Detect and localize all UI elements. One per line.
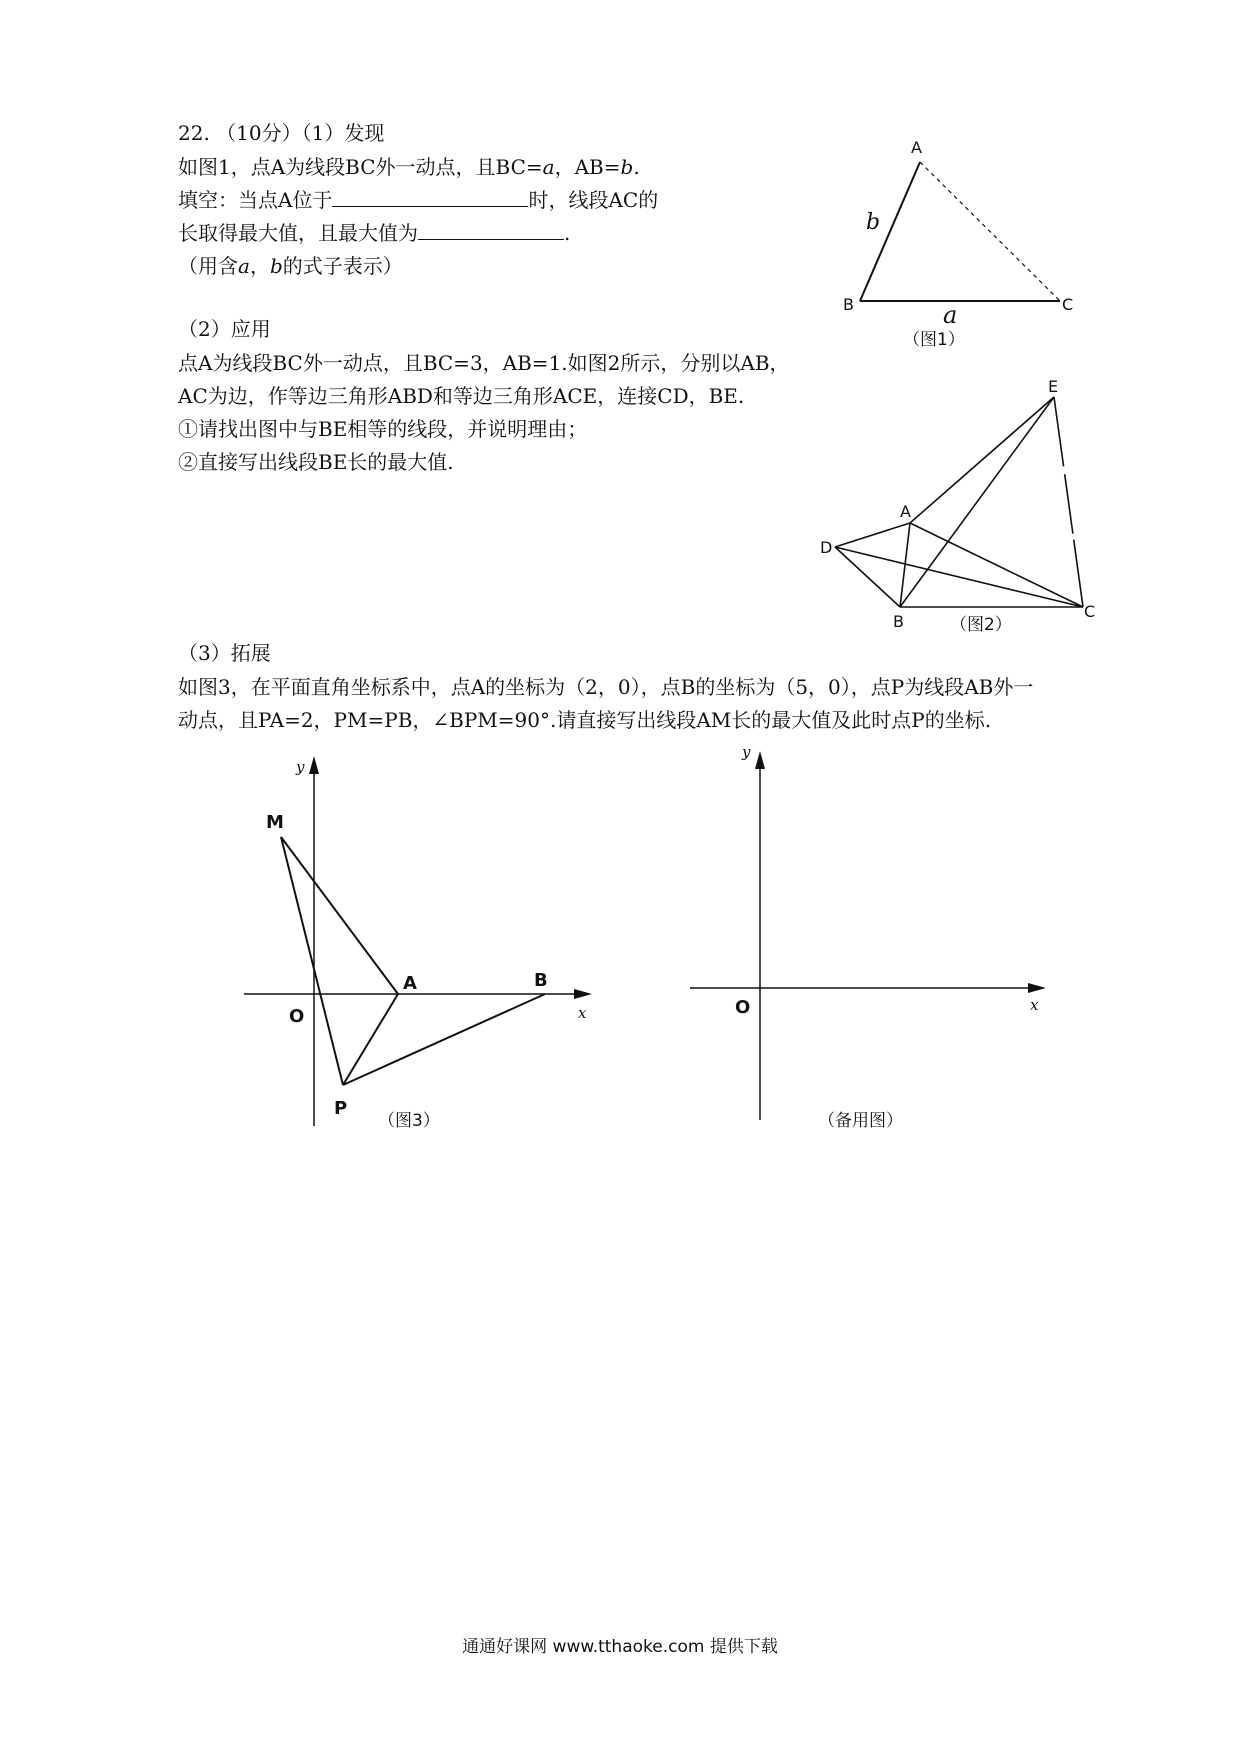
var-a: a (542, 155, 555, 179)
var-b: b (269, 254, 283, 278)
segment-bd (835, 547, 900, 607)
fig3-label-a: A (403, 973, 417, 994)
part1-line1-post: . (633, 155, 640, 179)
fig2-caption: （图2） (950, 615, 1012, 635)
fig3-label-y: y (296, 758, 305, 776)
part2-title: （2）应用 (178, 317, 271, 341)
figure-3 (244, 756, 592, 1126)
part1-line2-pre: 填空：当点A位于 (178, 188, 333, 212)
figure-1 (860, 162, 1060, 301)
x-axis-arrow (574, 989, 592, 999)
page-footer: 通通好课网 www.tthaoke.com 提供下载 (462, 1637, 778, 1657)
figure-spare (690, 751, 1046, 1120)
segment-ma (281, 837, 398, 994)
part2-line2: AC为边，作等边三角形ABD和等边三角形ACE，连接CD，BE. (178, 384, 745, 408)
fig1-label-b-side: b (866, 210, 881, 235)
part3-title: （3）拓展 (178, 641, 271, 665)
part1-line1-pre: 如图1，点A为线段BC外一动点，且BC= (178, 155, 543, 179)
x-axis-arrow (1028, 983, 1046, 993)
fig3-label-p: P (334, 1098, 348, 1119)
fig3-label-b: B (534, 970, 548, 991)
fig4-caption: （备用图） (818, 1111, 903, 1131)
fig2-label-e: E (1048, 377, 1059, 396)
segment-mp (281, 837, 343, 1085)
fig2-label-c: C (1084, 602, 1096, 621)
segment-pa (343, 994, 398, 1085)
fig1-caption: （图1） (903, 330, 965, 350)
segment-ac-dashed (920, 162, 1060, 301)
fig3-label-x: x (578, 1004, 587, 1022)
part3-line1: 如图3，在平面直角坐标系中，点A的坐标为（2，0），点B的坐标为（5，0），点P为线段AB外一 (178, 675, 1034, 699)
part1-line3-post: . (564, 221, 571, 245)
var-a: a (238, 254, 250, 278)
fig2-label-b: B (893, 612, 904, 631)
fig1-label-a: A (911, 138, 922, 157)
fig4-label-x: x (1030, 996, 1039, 1014)
part1-line2-post: 时，线段AC的 (528, 188, 659, 212)
fig2-label-d: D (820, 538, 833, 557)
part1-line4-post: 的式子表示） (282, 254, 403, 278)
segment-ad (835, 523, 910, 547)
part1-line1-mid: ，AB= (554, 155, 621, 179)
fig1-label-b: B (843, 295, 854, 314)
segment-pb (343, 994, 545, 1085)
part1-line4-mid: ， (249, 254, 270, 278)
fig4-label-o: O (735, 997, 751, 1018)
part2-line1: 点A为线段BC外一动点，且BC=3，AB=1.如图2所示，分别以AB， (178, 351, 790, 375)
segment-ae (910, 397, 1054, 523)
fig1-label-c: C (1062, 295, 1074, 314)
problem-header: 22. （10分）（1）发现 (178, 121, 385, 145)
figure-2 (835, 397, 1083, 607)
segment-be (900, 397, 1054, 607)
y-axis-arrow (309, 756, 319, 774)
fig3-label-o: O (289, 1006, 305, 1027)
segment-ec (1054, 397, 1083, 607)
y-axis-arrow (755, 751, 765, 769)
fig3-caption: （图3） (378, 1111, 440, 1131)
segment-ac (910, 523, 1083, 607)
part2-line4: ②直接写出线段BE长的最大值. (178, 450, 454, 474)
segment-cd (835, 547, 1083, 607)
fig1-label-a-side: a (943, 301, 958, 329)
var-b: b (620, 155, 634, 179)
part2-line3: ①请找出图中与BE相等的线段，并说明理由； (178, 417, 588, 441)
part1-line3-pre: 长取得最大值，且最大值为 (178, 221, 418, 245)
part1-line4-pre: （用含 (178, 254, 238, 278)
fig4-label-y: y (742, 743, 751, 761)
fig3-label-m: M (266, 812, 284, 833)
fig2-label-a: A (900, 502, 911, 521)
part3-line2: 动点，且PA=2，PM=PB，∠BPM=90°.请直接写出线段AM长的最大值及此时点P的坐标. (178, 708, 992, 732)
